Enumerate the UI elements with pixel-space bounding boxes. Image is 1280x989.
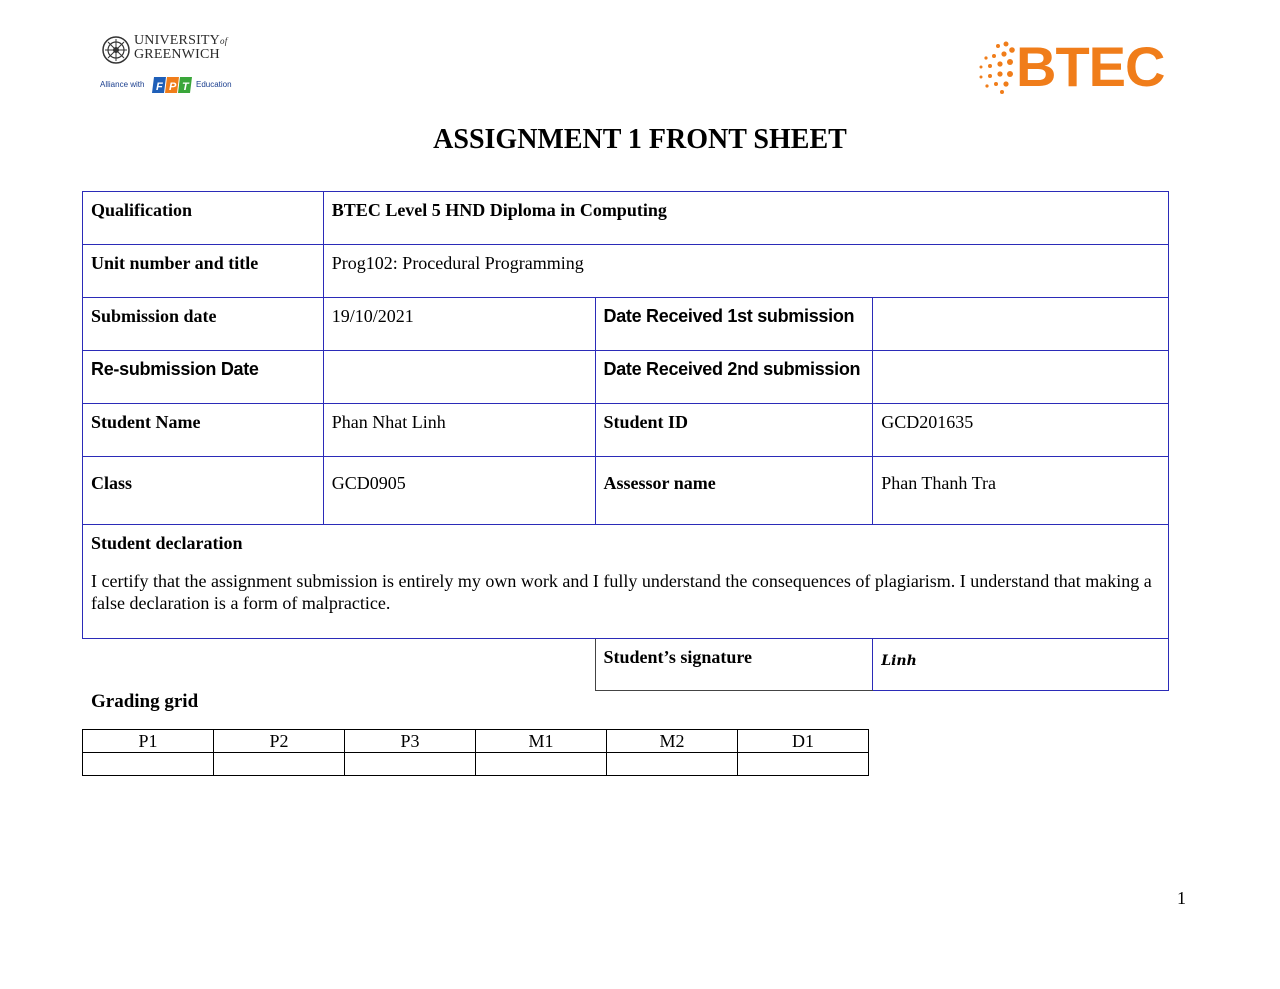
assessor-value: Phan Thanh Tra [873, 457, 1169, 525]
student-signature: Linh [881, 653, 917, 669]
class-row [83, 457, 1169, 525]
grade-header: P2 [214, 730, 345, 753]
grade-header: M2 [607, 730, 738, 753]
unit-value: Prog102: Procedural Programming [323, 245, 1168, 298]
signature-row [83, 639, 1169, 691]
grade-header: P3 [345, 730, 476, 753]
education-text: Education [196, 80, 232, 89]
student-name-label: Student Name [83, 404, 324, 457]
student-id-value: GCD201635 [873, 404, 1169, 457]
university-name: UNIVERSITYof GREENWICH [134, 33, 228, 62]
svg-text:P: P [169, 81, 177, 93]
date-received-2-label: Date Received 2nd submission [595, 351, 873, 404]
grade-header: D1 [738, 730, 869, 753]
submission-date-label: Submission date [83, 298, 324, 351]
btec-wordmark: BTEC [1016, 35, 1165, 98]
unit-label: Unit number and title [83, 245, 324, 298]
unit-row [83, 245, 1169, 298]
grade-value [83, 753, 214, 776]
date-received-1-value [873, 298, 1169, 351]
signature-spacer [83, 639, 596, 691]
front-sheet-table [82, 191, 1169, 691]
svg-text:T: T [182, 81, 189, 93]
qualification-row [83, 192, 1169, 245]
declaration-heading: Student declaration [91, 533, 243, 553]
greenwich-seal-icon [102, 36, 130, 64]
grade-value [607, 753, 738, 776]
class-value: GCD0905 [323, 457, 595, 525]
grading-header-row [83, 730, 869, 753]
grading-grid-label: Grading grid [91, 691, 199, 712]
qualification-value: BTEC Level 5 HND Diploma in Computing [323, 192, 1168, 245]
btec-dots-icon [976, 36, 1016, 98]
declaration-text: I certify that the assignment submission is entirely my own work and I fully understand the consequences of plagiarism. I understand that making a false declaration is a form of malpractice. [91, 571, 1152, 613]
fpt-logo-icon [152, 76, 194, 94]
grade-value [476, 753, 607, 776]
student-name-value: Phan Nhat Linh [323, 404, 595, 457]
alliance-text: Alliance with [100, 80, 145, 89]
resubmission-label: Re-submission Date [83, 351, 324, 404]
btec-logo [976, 36, 1170, 98]
declaration-cell [83, 525, 1169, 639]
qualification-label: Qualification [83, 192, 324, 245]
submission-row [83, 298, 1169, 351]
date-received-1-label: Date Received 1st submission [595, 298, 873, 351]
submission-date-value: 19/10/2021 [323, 298, 595, 351]
declaration-row [83, 525, 1169, 639]
grade-header: P1 [83, 730, 214, 753]
assessor-label: Assessor name [595, 457, 873, 525]
resubmission-value [323, 351, 595, 404]
page-title: ASSIGNMENT 1 FRONT SHEET [433, 124, 847, 155]
university-greenwich-logo [100, 34, 240, 104]
student-row [83, 404, 1169, 457]
signature-label: Student’s signature [595, 639, 873, 691]
resubmission-row [83, 351, 1169, 404]
grade-value [345, 753, 476, 776]
svg-text:F: F [156, 81, 163, 93]
page-number: 1 [1177, 888, 1186, 908]
signature-cell [873, 639, 1169, 691]
student-id-label: Student ID [595, 404, 873, 457]
grade-value [738, 753, 869, 776]
grading-value-row [83, 753, 869, 776]
grade-value [214, 753, 345, 776]
date-received-2-value [873, 351, 1169, 404]
class-label: Class [83, 457, 324, 525]
grading-grid [82, 729, 869, 776]
grade-header: M1 [476, 730, 607, 753]
